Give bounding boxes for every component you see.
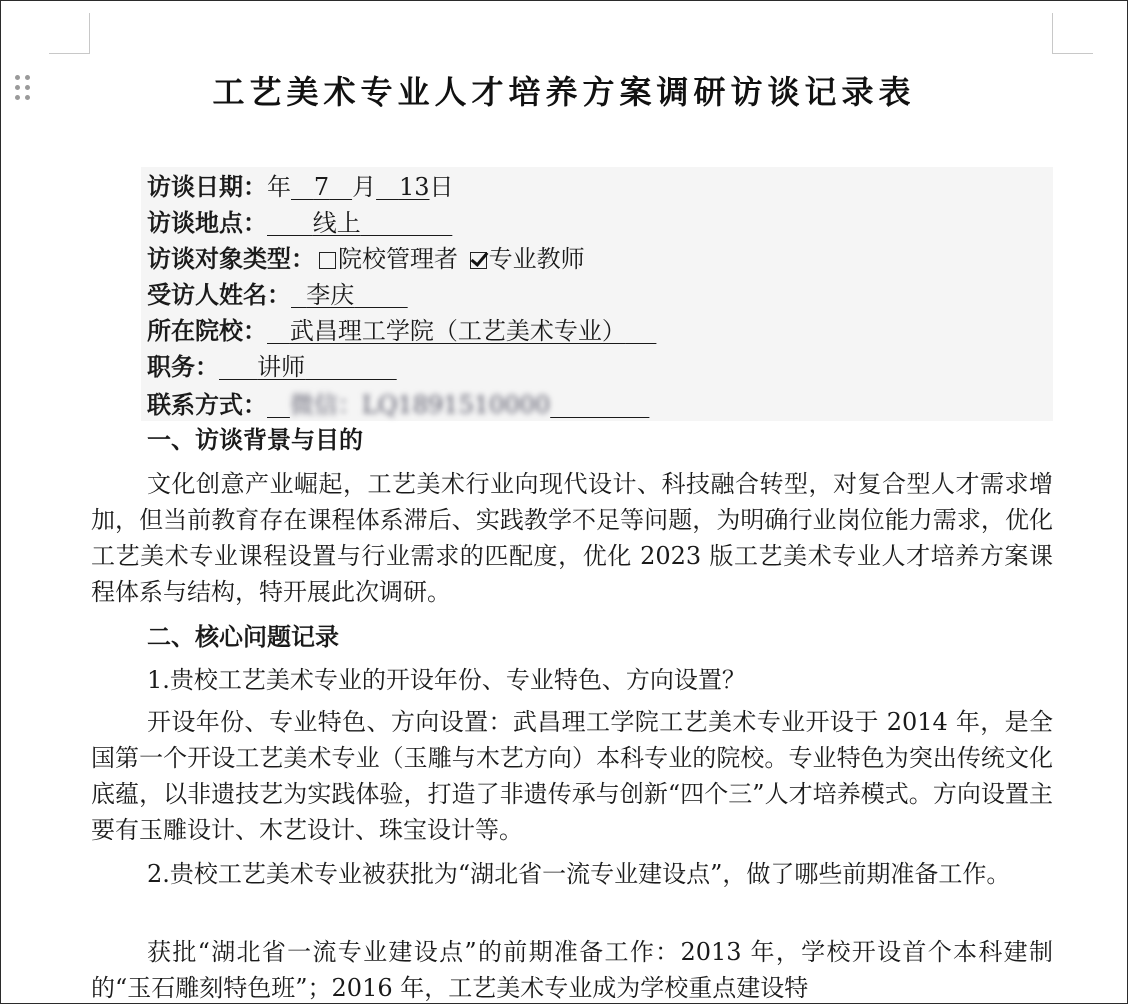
interview-date-line <box>147 169 454 205</box>
checkbox-teacher-checked[interactable] <box>470 252 487 269</box>
interview-date-label: 访谈日期： <box>147 172 267 201</box>
position-label: 职务： <box>147 352 219 381</box>
school-line <box>147 313 656 349</box>
contact-field[interactable] <box>267 391 649 419</box>
date-year-word: 年 <box>267 173 291 201</box>
interviewee-name-value: 李庆 <box>306 281 355 309</box>
question-1: 1.贵校工艺美术专业的开设年份、专业特色、方向设置？ <box>147 666 746 694</box>
position-field[interactable] <box>219 353 397 381</box>
background-paragraph: 文化创意产业崛起，工艺美术行业向现代设计、科技融合转型，对复合型人才需求增加，但当前教育存在课程体系滞后、实践教学不足等问题，为明确行业岗位能力需求，优化工艺美术专业课程设置与行业需求的匹配度，优化 2023 版工艺美术专业人才培养方案课程体系与结构，特开展此次调研。 <box>91 470 1053 606</box>
school-label: 所在院校： <box>147 316 267 345</box>
interviewee-type-label: 访谈对象类型： <box>147 244 315 273</box>
date-day-word: 日 <box>429 173 454 201</box>
contact-line <box>147 387 649 423</box>
interviewee-name-line <box>147 277 408 313</box>
interview-place-label: 访谈地点： <box>147 208 267 237</box>
interview-place-line <box>147 205 452 241</box>
position-value: 讲师 <box>257 353 306 381</box>
option-school-admin-label: 院校管理者 <box>338 245 458 273</box>
interviewee-name-label: 受访人姓名： <box>147 280 291 309</box>
school-field[interactable] <box>267 317 656 345</box>
page-corner-mark-top-left <box>49 13 90 54</box>
contact-label: 联系方式： <box>147 390 267 419</box>
date-day-value: 13 <box>398 173 430 201</box>
page-corner-mark-top-right <box>1052 13 1093 54</box>
answer-1: 开设年份、专业特色、方向设置：武昌理工学院工艺美术专业开设于 2014 年，是全国第一个开设工艺美术专业（玉雕与木艺方向）本科专业的院校。专业特色为突出传统文化底蕴，以非遗技艺为实践体验，打造了非遗传承与创新“四个三”人才培养模式。方向设置主要有玉雕设计、木艺设计、珠宝设计等。 <box>91 708 1053 844</box>
position-line <box>147 349 397 385</box>
date-day-field[interactable] <box>376 173 429 201</box>
section-heading-core-questions: 二、核心问题记录 <box>147 622 339 651</box>
option-teacher-label: 专业教师 <box>488 245 585 273</box>
date-month-field[interactable] <box>291 173 352 201</box>
interview-place-field[interactable] <box>267 209 452 237</box>
contact-value-redacted: 微信：LQ1891510000 <box>289 391 551 419</box>
date-month-word: 月 <box>352 173 377 201</box>
interviewee-name-field[interactable] <box>291 281 408 309</box>
checkbox-school-admin[interactable] <box>319 252 336 269</box>
section-heading-background: 一、访谈背景与目的 <box>147 425 363 454</box>
document-title: 工艺美术专业人才培养方案调研访谈记录表 <box>212 73 916 111</box>
school-value: 武昌理工学院（工艺美术专业） <box>289 317 626 345</box>
answer-2: 获批“湖北省一流专业建设点”的前期准备工作：2013 年，学校开设首个本科建制的“玉石雕刻特色班”；2016 年，工艺美术专业成为学校重点建设特 <box>91 938 1053 1002</box>
interview-place-value: 线上 <box>312 209 361 237</box>
date-month-value: 7 <box>313 173 330 201</box>
question-2: 2.贵校工艺美术专业被获批为“湖北省一流专业建设点”，做了哪些前期准备工作。 <box>147 860 1011 888</box>
interviewee-type-line <box>147 241 585 277</box>
